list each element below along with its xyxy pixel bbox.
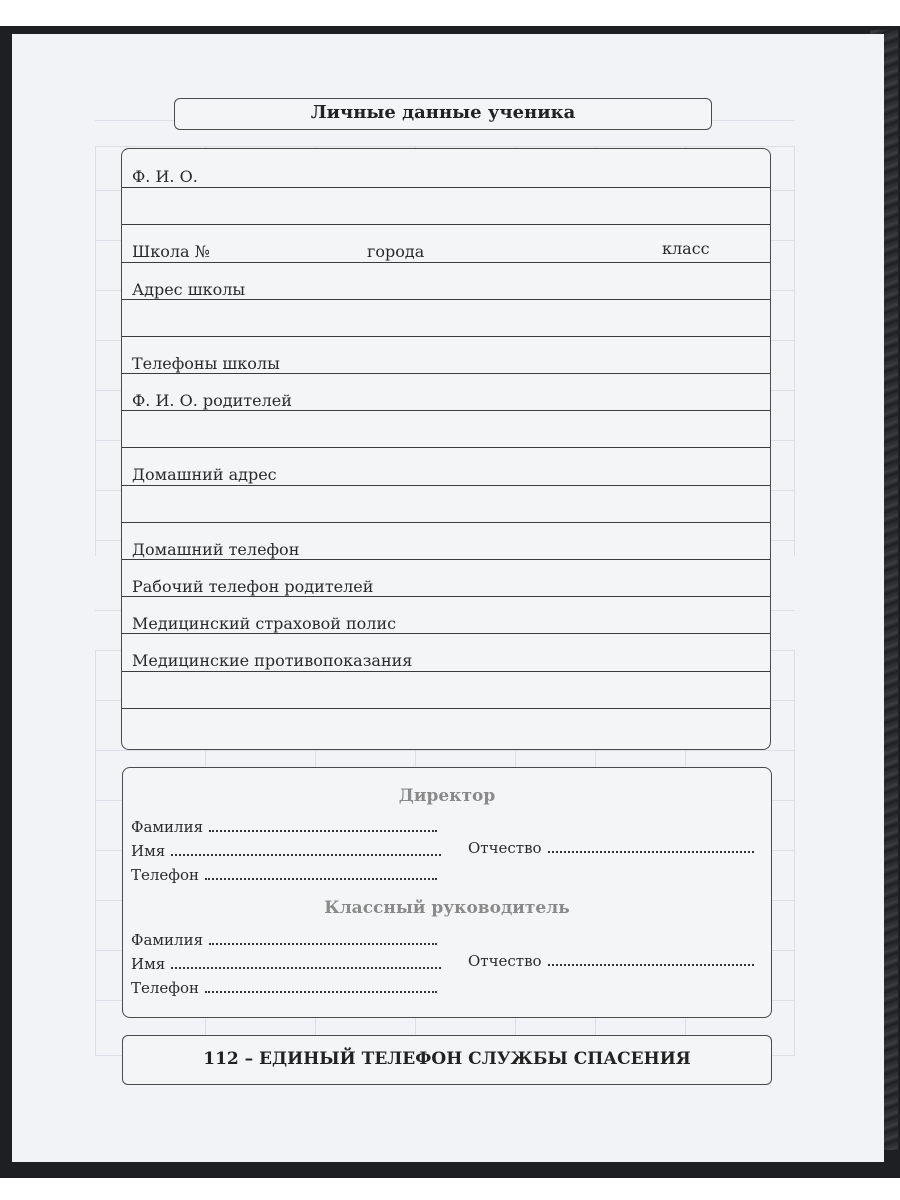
home-address-label: Домашний адрес (132, 465, 277, 484)
teacher-phone-dots (205, 990, 437, 993)
teacher-name-field[interactable] (131, 955, 441, 973)
teacher-name-label: Имя (131, 955, 166, 973)
teacher-surname-dots (209, 942, 437, 945)
parents-work-phone-line[interactable] (122, 596, 770, 597)
director-surname-field[interactable] (131, 818, 437, 836)
teacher-phone-field[interactable] (131, 979, 437, 997)
contraindications-line-2[interactable] (122, 708, 770, 709)
teacher-name-dots (171, 966, 441, 969)
parents-work-phone-label: Рабочий телефон родителей (132, 577, 374, 596)
director-name-label: Имя (131, 842, 166, 860)
teacher-patronymic-label: Отчество (468, 952, 542, 970)
director-patronymic-dots (548, 850, 754, 853)
teacher-surname-field[interactable] (131, 931, 437, 949)
school-phones-label: Телефоны школы (132, 354, 280, 373)
city-label: города (367, 242, 425, 261)
page-title-frame (174, 98, 712, 130)
teacher-phone-label: Телефон (131, 979, 200, 997)
director-surname-label: Фамилия (131, 818, 204, 836)
insurance-line[interactable] (122, 633, 770, 634)
contraindications-line[interactable] (122, 671, 770, 672)
school-address-label: Адрес школы (132, 280, 246, 299)
teacher-patronymic-field[interactable] (468, 952, 754, 970)
director-phone-label: Телефон (131, 866, 200, 884)
director-name-field[interactable] (131, 842, 441, 860)
director-patronymic-field[interactable] (468, 839, 754, 857)
parents-fio-line-2[interactable] (122, 447, 770, 448)
home-address-line[interactable] (122, 485, 770, 486)
student-data-form (121, 148, 771, 750)
fio-line-2[interactable] (122, 224, 770, 225)
school-line[interactable] (122, 262, 770, 263)
director-patronymic-label: Отчество (468, 839, 542, 857)
director-surname-dots (209, 829, 437, 832)
school-address-line[interactable] (122, 299, 770, 300)
emergency-phone-text: 112 – ЕДИНЫЙ ТЕЛЕФОН СЛУЖБЫ СПАСЕНИЯ (203, 1049, 691, 1069)
parents-fio-label: Ф. И. О. родителей (132, 391, 292, 410)
fio-line[interactable] (122, 187, 770, 188)
insurance-label: Медицинский страховой полис (132, 614, 397, 633)
teacher-surname-label: Фамилия (131, 931, 204, 949)
home-phone-line[interactable] (122, 559, 770, 560)
director-heading: Директор (398, 786, 496, 806)
parents-fio-line[interactable] (122, 410, 770, 411)
director-phone-field[interactable] (131, 866, 437, 884)
contraindications-label: Медицинские противопоказания (132, 651, 413, 670)
home-phone-label: Домашний телефон (132, 540, 300, 559)
emergency-banner (122, 1035, 772, 1085)
school-address-line-2[interactable] (122, 336, 770, 337)
teacher-patronymic-dots (548, 963, 754, 966)
class-teacher-heading: Классный руководитель (324, 898, 570, 918)
school-phones-line[interactable] (122, 373, 770, 374)
home-address-line-2[interactable] (122, 522, 770, 523)
director-name-dots (171, 853, 441, 856)
fio-label: Ф. И. О. (132, 167, 198, 186)
class-label: класс (662, 239, 710, 258)
staff-contacts-box (122, 767, 772, 1018)
director-phone-dots (205, 877, 437, 880)
school-number-label: Школа № (132, 242, 210, 261)
page-title: Личные данные ученика (310, 102, 576, 123)
